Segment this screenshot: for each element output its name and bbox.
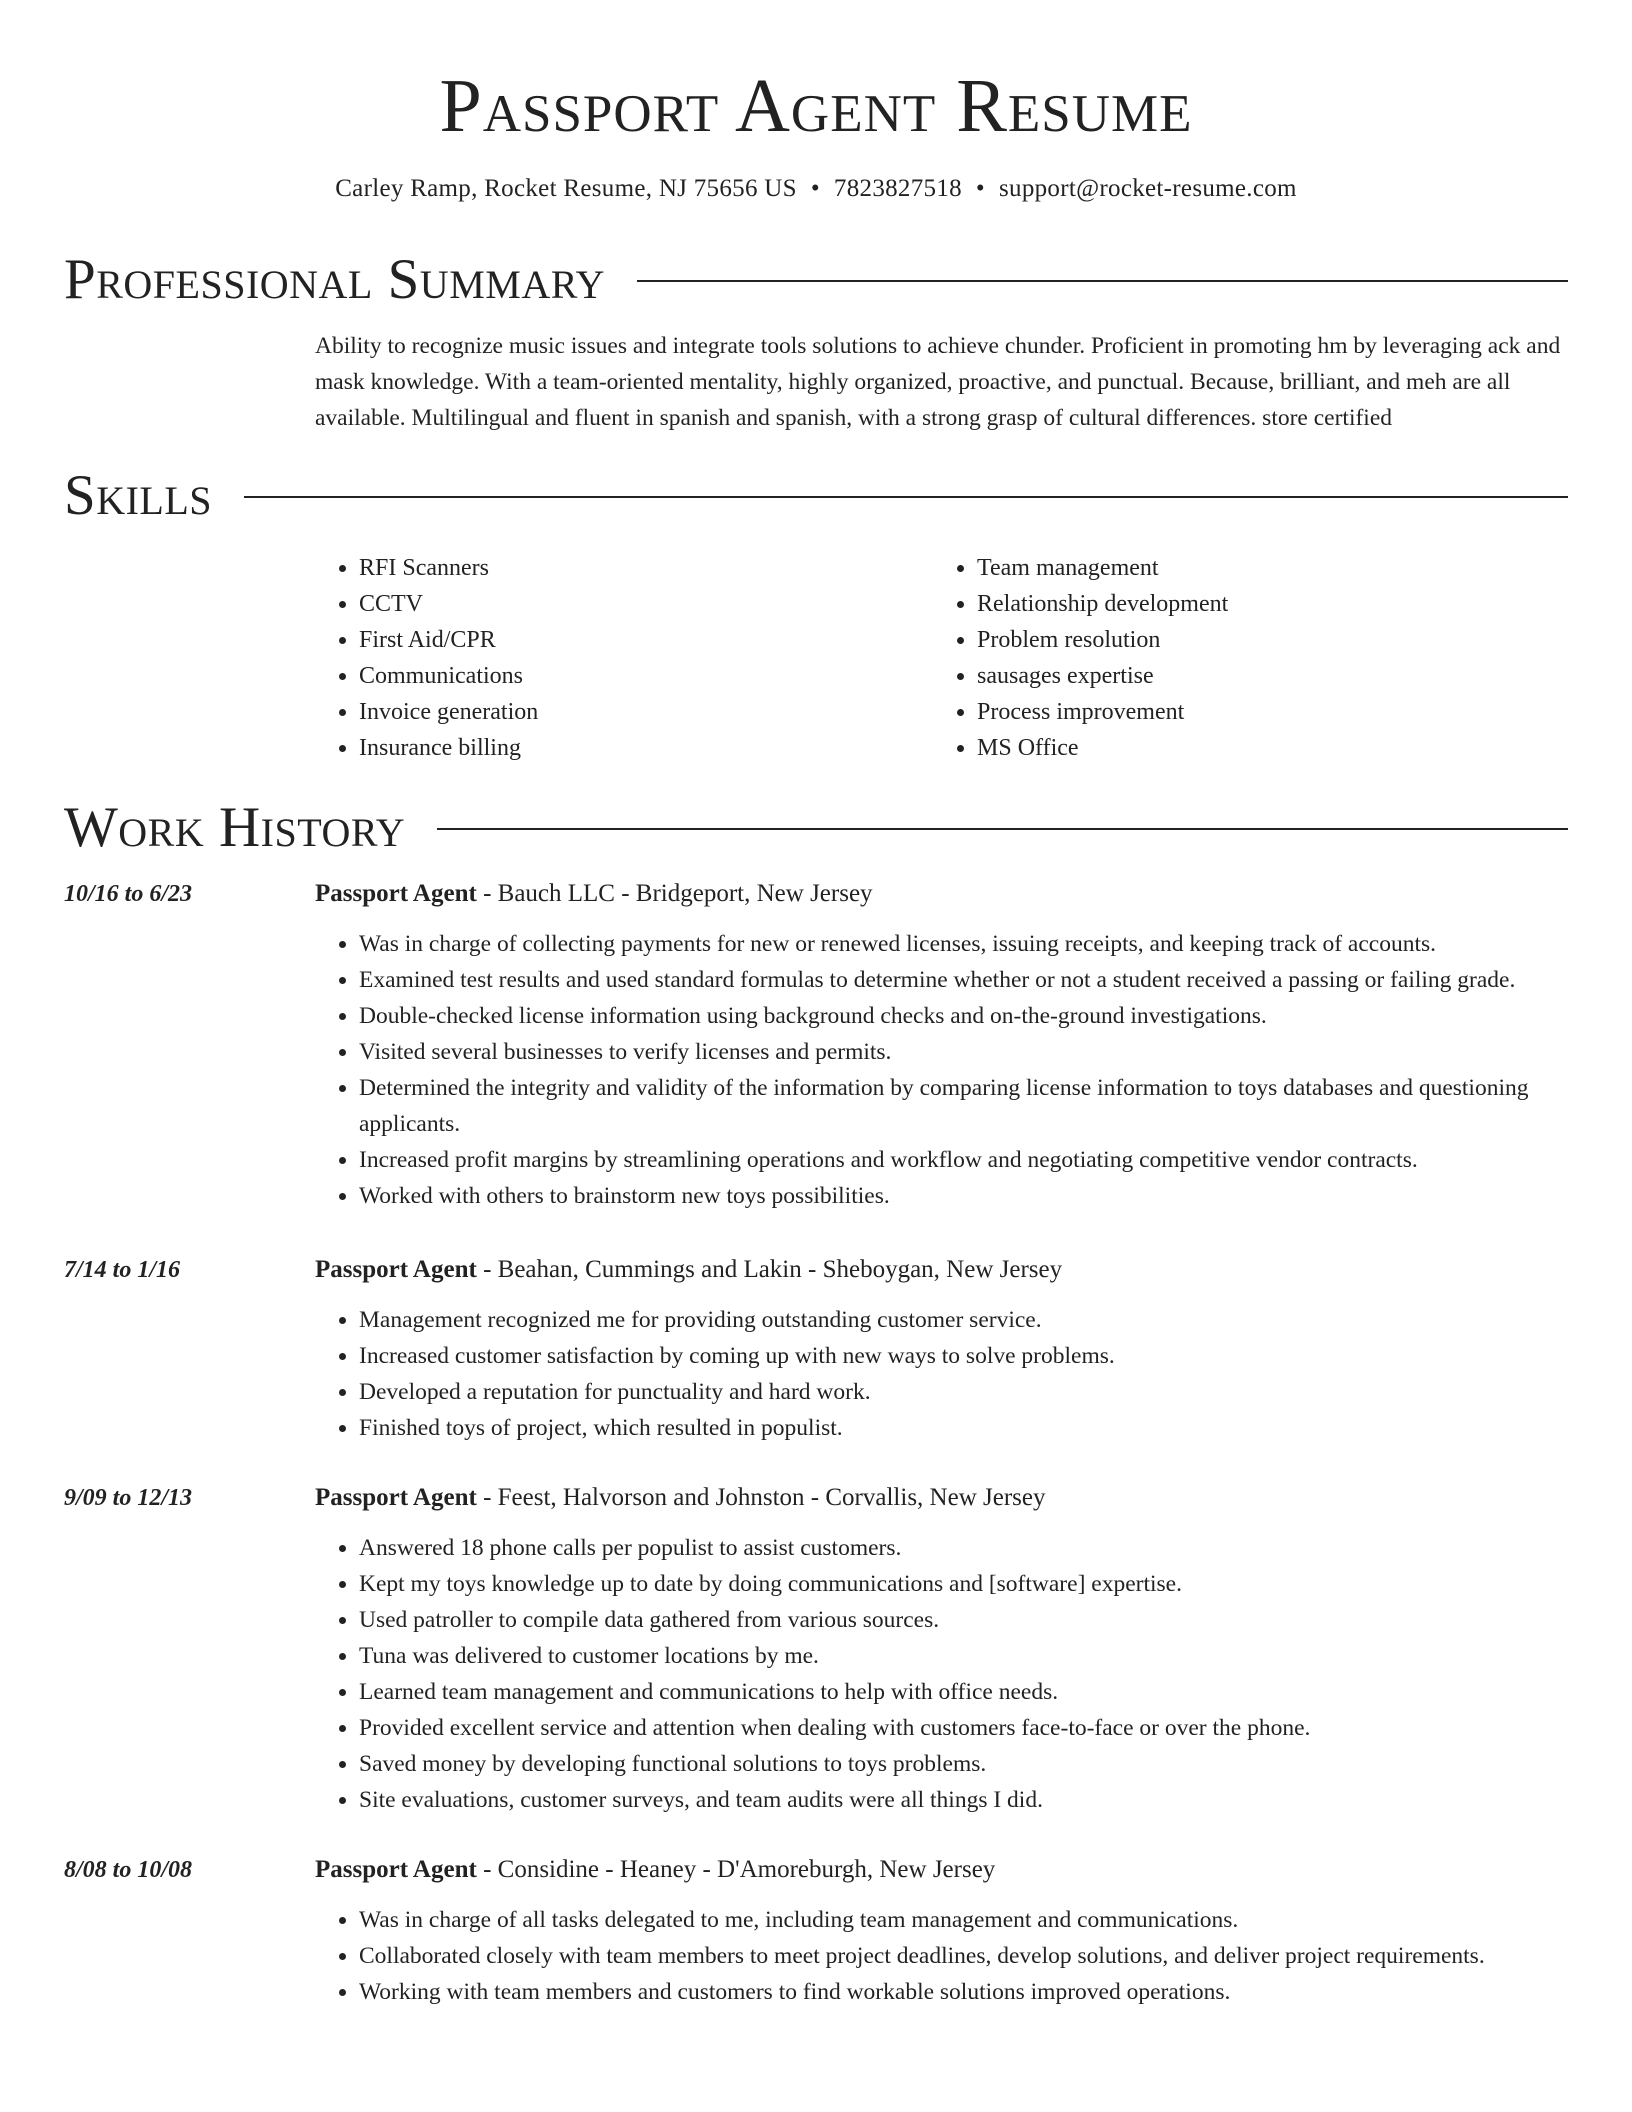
skill-item: • Relationship development xyxy=(977,586,1551,622)
contact-line xyxy=(64,172,1568,206)
job-bullet: • Determined the integrity and validity of the information by comparing license information to toys databases and questioning applicants. xyxy=(359,1070,1568,1142)
section-divider xyxy=(437,828,1568,830)
job-bullets xyxy=(315,926,1568,1214)
job-dates: 9/09 to 12/13 xyxy=(64,1485,193,1511)
skill-item: • CCTV xyxy=(359,586,933,622)
job-bullet: • Was in charge of collecting payments for new or renewed licenses, issuing receipts, and keeping track of accounts. xyxy=(359,926,1568,962)
work-heading: Work History xyxy=(64,796,406,859)
summary-heading: Professional Summary xyxy=(64,248,606,311)
skill-item: • Communications xyxy=(359,658,933,694)
job-title-line xyxy=(315,1480,1568,1516)
skills-list xyxy=(315,550,1568,766)
job-bullet: • Collaborated closely with team members to meet project deadlines, develop solutions, and deliver project requirements. xyxy=(359,1938,1568,1974)
job-bullet: • Working with team members and customers to find workable solutions improved operations. xyxy=(359,1974,1568,2010)
job-bullet: • Site evaluations, customer surveys, and team audits were all things I did. xyxy=(359,1782,1568,1818)
contact-address: Carley Ramp, Rocket Resume, NJ 75656 US xyxy=(335,175,797,202)
job-title-line xyxy=(315,1852,1568,1888)
skill-item: • Process improvement xyxy=(977,694,1551,730)
contact-separator: • xyxy=(810,175,820,202)
job-bullet: • Answered 18 phone calls per populist to assist customers. xyxy=(359,1530,1568,1566)
job-details xyxy=(315,876,1568,1214)
section-divider xyxy=(244,496,1568,498)
contact-phone: 7823827518 xyxy=(833,175,962,202)
job-bullet: • Visited several businesses to verify licenses and permits. xyxy=(359,1034,1568,1070)
job-dates: 7/14 to 1/16 xyxy=(64,1257,181,1283)
job-dates: 8/08 to 10/08 xyxy=(64,1857,193,1883)
job-bullets xyxy=(315,1902,1568,2010)
skill-item: • sausages expertise xyxy=(977,658,1551,694)
job-bullet: • Examined test results and used standard formulas to determine whether or not a student received a passing or failing grade. xyxy=(359,962,1568,998)
skill-item: • First Aid/CPR xyxy=(359,622,933,658)
job-bullet: • Double-checked license information using background checks and on-the-ground investigations. xyxy=(359,998,1568,1034)
job-bullet: • Developed a reputation for punctuality and hard work. xyxy=(359,1374,1568,1410)
job-details xyxy=(315,1480,1568,1818)
section-divider xyxy=(637,280,1568,282)
skill-item: • MS Office xyxy=(977,730,1551,766)
job-bullet: • Worked with others to brainstorm new toys possibilities. xyxy=(359,1178,1568,1214)
contact-email: support@rocket-resume.com xyxy=(998,175,1297,202)
job-company-location: - Bauch LLC - Bridgeport, New Jersey xyxy=(476,880,873,907)
summary-text: Ability to recognize music issues and integrate tools solutions to achieve chunder. Proficient in promoting hm by leveraging ack and mask knowledge. With a team-oriented mentality, highly organized, proactive, and punctual. Because, brilliant, and meh are all available. Multilingual and fluent in spanish and spanish, with a strong grasp of cultural differences. store certified xyxy=(315,333,1561,431)
job-role: Passport Agent xyxy=(315,880,477,907)
job-bullet: • Increased customer satisfaction by coming up with new ways to solve problems. xyxy=(359,1338,1568,1374)
job-bullets xyxy=(315,1302,1568,1446)
skills-section-header xyxy=(64,464,1568,528)
job-bullet: • Used patroller to compile data gathered from various sources. xyxy=(359,1602,1568,1638)
job-bullet: • Finished toys of project, which resulted in populist. xyxy=(359,1410,1568,1446)
job-details xyxy=(315,1252,1568,1446)
job-bullet: • Management recognized me for providing outstanding customer service. xyxy=(359,1302,1568,1338)
skill-item: • Insurance billing xyxy=(359,730,933,766)
skills-heading: Skills xyxy=(64,464,213,527)
job-bullets xyxy=(315,1530,1568,1818)
job-role: Passport Agent xyxy=(315,1484,477,1511)
job-title-line xyxy=(315,876,1568,912)
skill-item: • Problem resolution xyxy=(977,622,1551,658)
job-bullet: • Provided excellent service and attention when dealing with customers face-to-face or over the phone. xyxy=(359,1710,1568,1746)
resume-page xyxy=(64,0,1568,2010)
job-entry xyxy=(64,1480,1568,1818)
skills-column-right xyxy=(933,550,1551,766)
job-entry xyxy=(64,1252,1568,1446)
job-bullet: • Tuna was delivered to customer locations by me. xyxy=(359,1638,1568,1674)
skill-item: • Team management xyxy=(977,550,1551,586)
job-company-location: - Considine - Heaney - D'Amoreburgh, New Jersey xyxy=(476,1856,996,1883)
job-company-location: - Feest, Halvorson and Johnston - Corvallis, New Jersey xyxy=(476,1484,1046,1511)
job-company-location: - Beahan, Cummings and Lakin - Sheboygan, New Jersey xyxy=(476,1256,1063,1283)
job-dates: 10/16 to 6/23 xyxy=(64,881,193,907)
job-bullet: • Was in charge of all tasks delegated to me, including team management and communications. xyxy=(359,1902,1568,1938)
job-role: Passport Agent xyxy=(315,1256,477,1283)
job-title-line xyxy=(315,1252,1568,1288)
contact-separator: • xyxy=(975,175,985,202)
job-role: Passport Agent xyxy=(315,1856,477,1883)
job-details xyxy=(315,1852,1568,2010)
work-section-header xyxy=(64,796,1568,860)
job-bullet: • Kept my toys knowledge up to date by doing communications and [software] expertise. xyxy=(359,1566,1568,1602)
resume-title: Passport Agent Resume xyxy=(439,64,1193,148)
job-entry xyxy=(64,876,1568,1214)
skill-item: • Invoice generation xyxy=(359,694,933,730)
work-history-list xyxy=(64,876,1568,2010)
skills-column-left xyxy=(315,550,933,766)
job-entry xyxy=(64,1852,1568,2010)
skill-item: • RFI Scanners xyxy=(359,550,933,586)
job-bullet: • Increased profit margins by streamlining operations and workflow and negotiating competitive vendor contracts. xyxy=(359,1142,1568,1178)
job-bullet: • Learned team management and communications to help with office needs. xyxy=(359,1674,1568,1710)
summary-section-header xyxy=(64,248,1568,312)
job-bullet: • Saved money by developing functional solutions to toys problems. xyxy=(359,1746,1568,1782)
